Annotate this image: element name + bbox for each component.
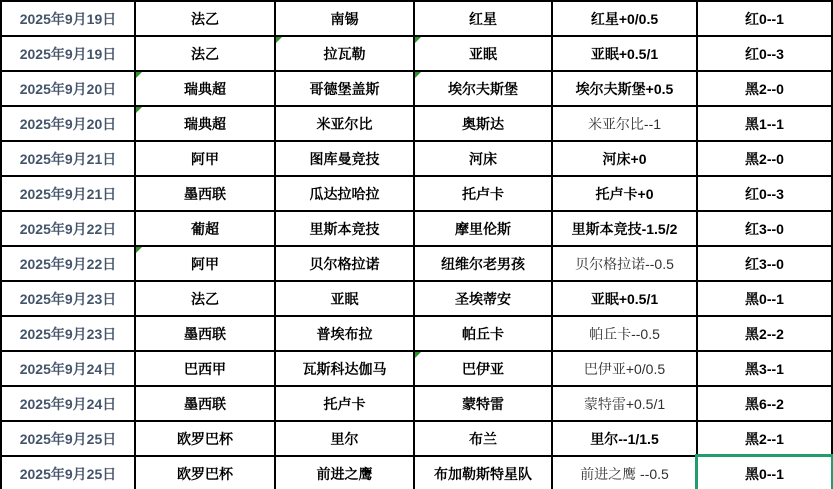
green-corner-flag-icon bbox=[276, 37, 282, 43]
cell-away-row8[interactable] bbox=[415, 247, 553, 282]
league-text: 法乙 bbox=[191, 10, 219, 27]
away-text: 河床 bbox=[469, 150, 497, 167]
cell-handicap-row14[interactable] bbox=[553, 457, 698, 489]
handicap-text: 埃尔夫斯堡+0.5 bbox=[575, 80, 674, 97]
cell-league-row7[interactable] bbox=[136, 212, 276, 247]
cell-handicap-row3[interactable] bbox=[553, 72, 698, 107]
cell-league-row2[interactable] bbox=[136, 37, 276, 72]
cell-away-row14[interactable] bbox=[415, 457, 553, 489]
cell-home-row10[interactable] bbox=[276, 317, 415, 352]
green-corner-flag-icon bbox=[136, 247, 142, 253]
result-text: 黑3--1 bbox=[745, 360, 784, 377]
cell-away-row7[interactable] bbox=[415, 212, 553, 247]
result-text: 黑0--1 bbox=[745, 290, 784, 307]
date-text: 2025年9月23日 bbox=[19, 290, 117, 307]
cell-date-row7[interactable] bbox=[2, 212, 136, 247]
league-text: 法乙 bbox=[191, 290, 219, 307]
cell-handicap-row12[interactable] bbox=[553, 387, 698, 422]
away-text: 埃尔夫斯堡 bbox=[448, 80, 518, 97]
league-text: 欧罗巴杯 bbox=[177, 430, 233, 447]
league-text: 瑞典超 bbox=[184, 115, 226, 132]
cell-home-row12[interactable] bbox=[276, 387, 415, 422]
date-text: 2025年9月21日 bbox=[19, 150, 117, 167]
handicap-text: 贝尔格拉诺--0.5 bbox=[575, 255, 674, 272]
date-text: 2025年9月23日 bbox=[19, 325, 117, 342]
cell-home-row13[interactable] bbox=[276, 422, 415, 457]
date-text: 2025年9月19日 bbox=[19, 10, 117, 27]
cell-date-row1[interactable] bbox=[2, 2, 136, 37]
away-text: 摩里伦斯 bbox=[455, 220, 511, 237]
result-text: 红0--1 bbox=[745, 10, 784, 27]
home-text: 瓜达拉哈拉 bbox=[309, 185, 380, 202]
home-text: 拉瓦勒 bbox=[323, 45, 366, 62]
date-text: 2025年9月19日 bbox=[19, 45, 117, 62]
cell-away-row13[interactable] bbox=[415, 422, 553, 457]
cell-date-row13[interactable] bbox=[2, 422, 136, 457]
cell-date-row10[interactable] bbox=[2, 317, 136, 352]
cell-date-row5[interactable] bbox=[2, 142, 136, 177]
league-text: 欧罗巴杯 bbox=[177, 465, 233, 482]
cell-home-row7[interactable] bbox=[276, 212, 415, 247]
cell-handicap-row5[interactable] bbox=[553, 142, 698, 177]
handicap-text: 里斯本竞技-1.5/2 bbox=[571, 220, 678, 237]
cell-league-row9[interactable] bbox=[136, 282, 276, 317]
cell-away-row2[interactable] bbox=[415, 37, 553, 72]
date-text: 2025年9月25日 bbox=[19, 430, 117, 447]
cell-result-row7[interactable] bbox=[698, 212, 833, 247]
cell-handicap-row6[interactable] bbox=[553, 177, 698, 212]
home-text: 托卢卡 bbox=[323, 395, 366, 412]
cell-league-row10[interactable] bbox=[136, 317, 276, 352]
result-text: 黑2--0 bbox=[745, 150, 784, 167]
cell-league-row11[interactable] bbox=[136, 352, 276, 387]
result-text: 黑6--2 bbox=[745, 395, 784, 412]
home-text: 亚眠 bbox=[330, 290, 359, 307]
cell-away-row4[interactable] bbox=[415, 107, 553, 142]
cell-date-row8[interactable] bbox=[2, 247, 136, 282]
league-text: 阿甲 bbox=[191, 150, 219, 167]
away-text: 纽维尔老男孩 bbox=[441, 255, 525, 272]
cell-result-row3[interactable] bbox=[698, 72, 833, 107]
cell-league-row6[interactable] bbox=[136, 177, 276, 212]
handicap-text: 里尔--1/1.5 bbox=[590, 430, 659, 447]
away-text: 奥斯达 bbox=[462, 115, 504, 132]
date-text: 2025年9月22日 bbox=[19, 255, 117, 272]
cell-result-row9[interactable] bbox=[698, 282, 833, 317]
cell-handicap-row10[interactable] bbox=[553, 317, 698, 352]
handicap-text: 帕丘卡--0.5 bbox=[589, 325, 660, 342]
cell-date-row6[interactable] bbox=[2, 177, 136, 212]
cell-result-row2[interactable] bbox=[698, 37, 833, 72]
green-corner-flag-icon bbox=[415, 352, 421, 358]
green-corner-flag-icon bbox=[415, 37, 421, 43]
away-text: 蒙特雷 bbox=[462, 395, 504, 412]
cell-result-row1[interactable] bbox=[698, 2, 833, 37]
cell-league-row8[interactable] bbox=[136, 247, 276, 282]
cell-league-row1[interactable] bbox=[136, 2, 276, 37]
home-text: 里斯本竞技 bbox=[309, 220, 380, 237]
league-text: 瑞典超 bbox=[184, 80, 226, 97]
cell-home-row8[interactable] bbox=[276, 247, 415, 282]
away-text: 托卢卡 bbox=[462, 185, 504, 202]
result-text: 红0--3 bbox=[745, 185, 784, 202]
home-text: 米亚尔比 bbox=[316, 115, 373, 132]
handicap-text: 巴伊亚+0/0.5 bbox=[583, 360, 666, 377]
league-text: 墨西联 bbox=[184, 325, 226, 342]
cell-date-row9[interactable] bbox=[2, 282, 136, 317]
date-text: 2025年9月20日 bbox=[19, 115, 117, 132]
league-text: 法乙 bbox=[191, 45, 219, 62]
cell-handicap-row2[interactable] bbox=[553, 37, 698, 72]
date-text: 2025年9月20日 bbox=[19, 80, 117, 97]
cell-league-row13[interactable] bbox=[136, 422, 276, 457]
handicap-text: 河床+0 bbox=[602, 150, 647, 167]
home-text: 里尔 bbox=[330, 430, 359, 447]
away-text: 布兰 bbox=[469, 430, 497, 447]
handicap-text: 托卢卡+0 bbox=[595, 185, 654, 202]
cell-away-row5[interactable] bbox=[415, 142, 553, 177]
home-text: 前进之鹰 bbox=[316, 465, 373, 482]
cell-handicap-row13[interactable] bbox=[553, 422, 698, 457]
cell-league-row5[interactable] bbox=[136, 142, 276, 177]
away-text: 亚眠 bbox=[469, 45, 497, 62]
cell-league-row3[interactable] bbox=[136, 72, 276, 107]
result-text: 黑1--1 bbox=[745, 115, 784, 132]
cell-home-row4[interactable] bbox=[276, 107, 415, 142]
cell-home-row14[interactable] bbox=[276, 457, 415, 489]
cell-handicap-row7[interactable] bbox=[553, 212, 698, 247]
home-text: 南锡 bbox=[330, 10, 359, 27]
date-text: 2025年9月21日 bbox=[19, 185, 117, 202]
cell-date-row4[interactable] bbox=[2, 107, 136, 142]
cell-home-row9[interactable] bbox=[276, 282, 415, 317]
cell-result-row13[interactable] bbox=[698, 422, 833, 457]
cell-result-row11[interactable] bbox=[698, 352, 833, 387]
cell-home-row3[interactable] bbox=[276, 72, 415, 107]
home-text: 贝尔格拉诺 bbox=[309, 255, 380, 272]
result-text: 黑2--0 bbox=[745, 80, 784, 97]
cell-result-row4[interactable] bbox=[698, 107, 833, 142]
result-text: 红3--0 bbox=[745, 255, 784, 272]
cell-handicap-row1[interactable] bbox=[553, 2, 698, 37]
date-text: 2025年9月22日 bbox=[19, 220, 117, 237]
cell-away-row11[interactable] bbox=[415, 352, 553, 387]
result-text: 黑0--1 bbox=[745, 465, 784, 482]
cell-league-row14[interactable] bbox=[136, 457, 276, 489]
handicap-text: 亚眠+0.5/1 bbox=[590, 290, 659, 307]
cell-away-row3[interactable] bbox=[415, 72, 553, 107]
cell-handicap-row8[interactable] bbox=[553, 247, 698, 282]
cell-date-row12[interactable] bbox=[2, 387, 136, 422]
cell-home-row6[interactable] bbox=[276, 177, 415, 212]
green-corner-flag-icon bbox=[415, 72, 421, 78]
home-text: 瓦斯科达伽马 bbox=[302, 360, 387, 377]
handicap-text: 红星+0/0.5 bbox=[590, 10, 659, 27]
league-text: 墨西联 bbox=[184, 185, 226, 202]
league-text: 巴西甲 bbox=[184, 360, 226, 377]
handicap-text: 前进之鹰 --0.5 bbox=[580, 465, 669, 482]
away-text: 圣埃蒂安 bbox=[455, 290, 511, 307]
date-text: 2025年9月24日 bbox=[19, 395, 117, 412]
handicap-text: 蒙特雷+0.5/1 bbox=[583, 395, 666, 412]
cell-away-row6[interactable] bbox=[415, 177, 553, 212]
cell-home-row11[interactable] bbox=[276, 352, 415, 387]
cell-league-row12[interactable] bbox=[136, 387, 276, 422]
away-text: 帕丘卡 bbox=[462, 325, 504, 342]
cell-away-row12[interactable] bbox=[415, 387, 553, 422]
home-text: 图库曼竞技 bbox=[309, 150, 380, 167]
cell-handicap-row4[interactable] bbox=[553, 107, 698, 142]
league-text: 墨西联 bbox=[184, 395, 226, 412]
away-text: 红星 bbox=[469, 10, 497, 27]
green-corner-flag-icon bbox=[136, 107, 142, 113]
result-text: 黑2--2 bbox=[745, 325, 784, 342]
handicap-text: 亚眠+0.5/1 bbox=[590, 45, 659, 62]
cell-home-row5[interactable] bbox=[276, 142, 415, 177]
cell-result-row10[interactable] bbox=[698, 317, 833, 352]
cell-date-row14[interactable] bbox=[2, 457, 136, 489]
away-text: 巴伊亚 bbox=[462, 360, 504, 377]
result-text: 红3--0 bbox=[745, 220, 784, 237]
cell-result-row12[interactable] bbox=[698, 387, 833, 422]
away-text: 布加勒斯特星队 bbox=[434, 465, 532, 482]
handicap-text: 米亚尔比--1 bbox=[587, 115, 662, 132]
cell-result-row8[interactable] bbox=[698, 247, 833, 282]
home-text: 哥德堡盖斯 bbox=[309, 80, 380, 97]
result-text: 红0--3 bbox=[745, 45, 784, 62]
cell-result-row14[interactable] bbox=[698, 457, 833, 489]
league-text: 阿甲 bbox=[191, 255, 219, 272]
result-text: 黑2--1 bbox=[745, 430, 784, 447]
cell-league-row4[interactable] bbox=[136, 107, 276, 142]
cell-handicap-row9[interactable] bbox=[553, 282, 698, 317]
cell-result-row6[interactable] bbox=[698, 177, 833, 212]
date-text: 2025年9月24日 bbox=[19, 360, 117, 377]
cell-away-row1[interactable] bbox=[415, 2, 553, 37]
league-text: 葡超 bbox=[191, 220, 219, 237]
cell-date-row2[interactable] bbox=[2, 37, 136, 72]
cell-home-row2[interactable] bbox=[276, 37, 415, 72]
home-text: 普埃布拉 bbox=[316, 325, 373, 342]
cell-away-row10[interactable] bbox=[415, 317, 553, 352]
cell-handicap-row11[interactable] bbox=[553, 352, 698, 387]
cell-result-row5[interactable] bbox=[698, 142, 833, 177]
date-text: 2025年9月25日 bbox=[19, 465, 117, 482]
cell-date-row3[interactable] bbox=[2, 72, 136, 107]
cell-date-row11[interactable] bbox=[2, 352, 136, 387]
green-corner-flag-icon bbox=[136, 72, 142, 78]
cell-away-row9[interactable] bbox=[415, 282, 553, 317]
cell-home-row1[interactable] bbox=[276, 2, 415, 37]
